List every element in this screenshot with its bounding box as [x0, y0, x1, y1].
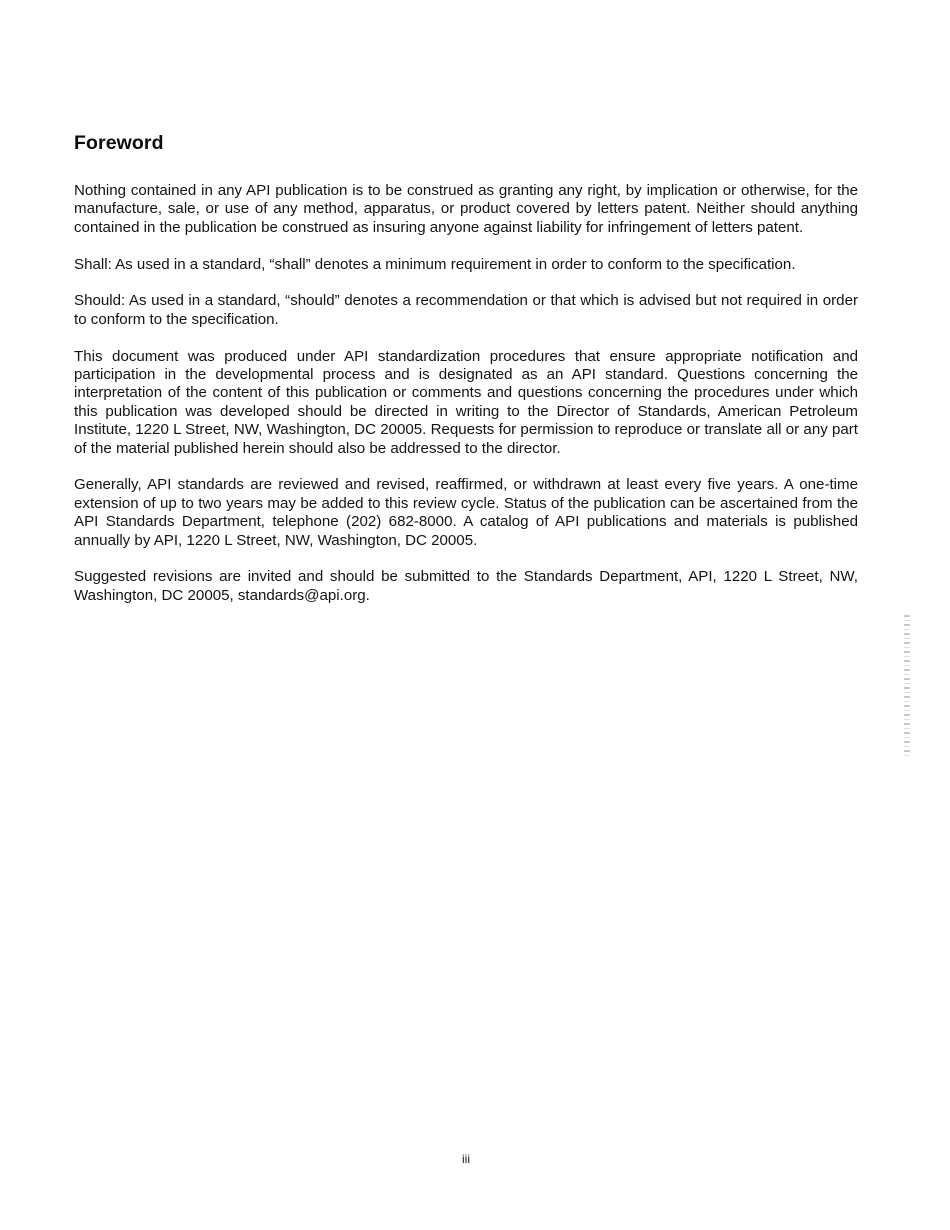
paragraph-review-cycle: Generally, API standards are reviewed and revised, reaffirmed, or withdrawn at least every five years. A one-time extension of up to two years may be added to this review cycle. Status of the publication can be ascertained from the API Standards Department, telephone (202) 682-8000. A catalog of API publications and materials is published annually by API, 1220 L Street, NW, Washington, DC 20005.: [74, 476, 858, 549]
page-title: Foreword: [74, 132, 164, 154]
paragraph-should-definition: Should: As used in a standard, “should” denotes a recommendation or that which is advised but not required in order to conform to the specification.: [74, 292, 858, 328]
foreword-section: [74, 132, 858, 624]
paragraph-standardization-procedures: This document was produced under API standardization procedures that ensure appropriate notification and participation in the developmental process and is designated as an API standard. Questions concerning the interpretation of the content of this publication or comments and questions concerning the procedures under which this publication was developed should be directed in writing to the Director of Standards, American Petroleum Institute, 1220 L Street, NW, Washington, DC 20005. Requests for permission to reproduce or translate all or any part of the material published herein should also be addressed to the director.: [74, 347, 858, 457]
vertical-watermark: [904, 615, 910, 757]
paragraph-shall-definition: Shall: As used in a standard, “shall” denotes a minimum requirement in order to conform to the specification.: [74, 255, 796, 273]
page-footer: [74, 1150, 858, 1168]
paragraph-patent-disclaimer: Nothing contained in any API publication is to be construed as granting any right, by implication or otherwise, for the manufacture, sale, or use of any method, apparatus, or product covered by letters patent. Neither should anything contained in the publication be construed as insuring anyone against liability for infringement of letters patent.: [74, 182, 858, 236]
paragraph-suggested-revisions: Suggested revisions are invited and should be submitted to the Standards Department, API, 1220 L Street, NW, Washington, DC 20005, standards@api.org.: [74, 568, 858, 604]
page-number: iii: [462, 1152, 470, 1166]
